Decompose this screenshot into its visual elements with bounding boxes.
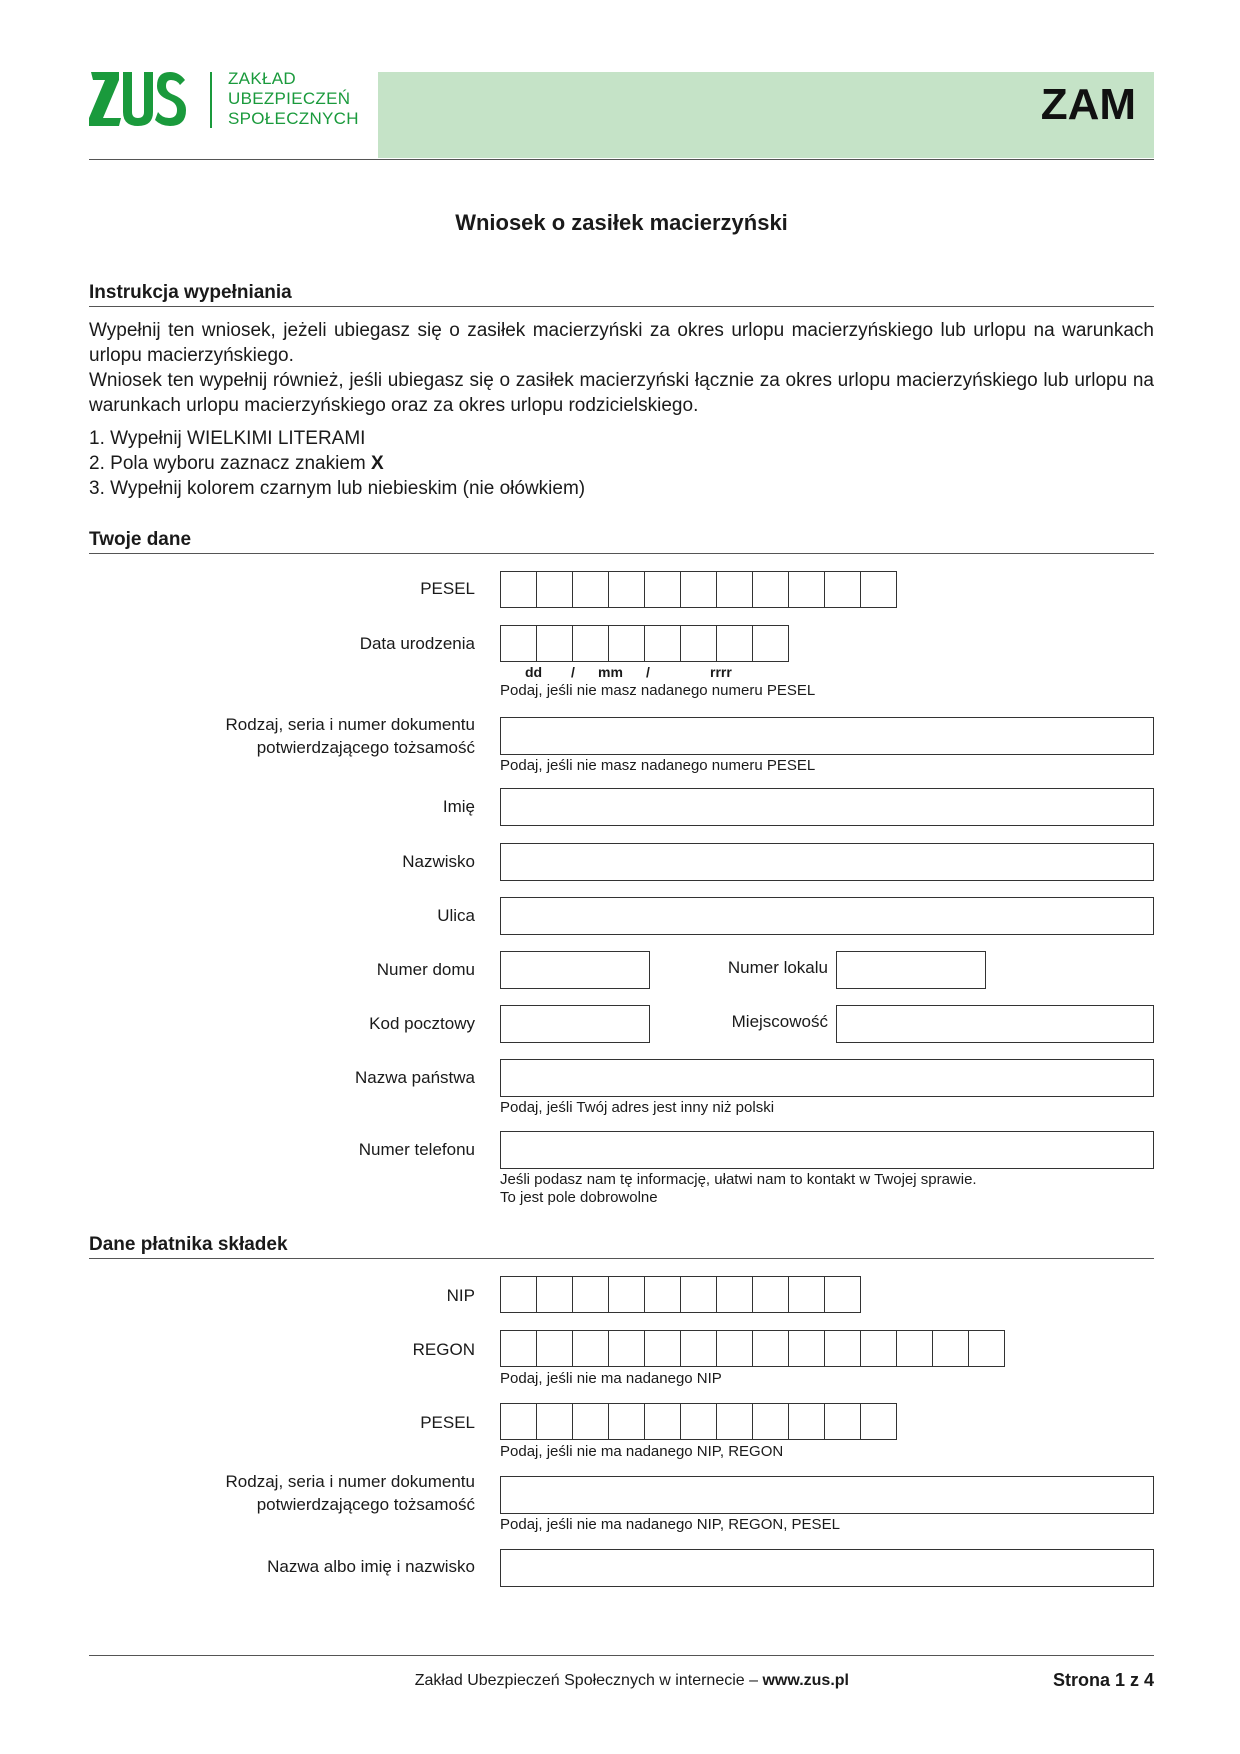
digit-cell[interactable]	[716, 1330, 753, 1367]
country-input[interactable]	[500, 1059, 1154, 1097]
digit-cell[interactable]	[572, 625, 609, 662]
digit-cell[interactable]	[824, 1403, 861, 1440]
pesel-input[interactable]	[500, 571, 897, 608]
digit-cell[interactable]	[788, 1330, 825, 1367]
page-number: Strona 1 z 4	[1052, 1670, 1154, 1690]
digit-cell[interactable]	[572, 571, 609, 608]
digit-cell[interactable]	[572, 1330, 609, 1367]
field-hint: Podaj, jeśli Twój adres jest inny niż polski	[500, 1099, 775, 1116]
digit-cell[interactable]	[500, 1276, 537, 1313]
institution-name-line: ZAKŁAD	[228, 69, 296, 88]
digit-cell[interactable]	[644, 571, 681, 608]
digit-cell[interactable]	[788, 1403, 825, 1440]
payer-name-input[interactable]	[500, 1549, 1154, 1587]
section-divider	[89, 1258, 1154, 1259]
street-input[interactable]	[500, 897, 1154, 935]
birth-date-label: Data urodzenia	[359, 634, 475, 653]
digit-cell[interactable]	[752, 571, 789, 608]
payer-data-heading: Dane płatnika składek	[89, 1234, 288, 1255]
zus-logo	[89, 68, 189, 130]
digit-cell[interactable]	[788, 571, 825, 608]
list-item: 2. Pola wyboru zaznacz znakiem X	[89, 453, 384, 474]
personal-data-heading: Twoje dane	[89, 529, 192, 550]
digit-cell[interactable]	[500, 625, 537, 662]
instructions-text	[89, 318, 1154, 418]
digit-cell[interactable]	[680, 1276, 717, 1313]
digit-cell[interactable]	[680, 625, 717, 662]
digit-cell[interactable]	[644, 625, 681, 662]
city-input[interactable]	[836, 1005, 1154, 1043]
digit-cell[interactable]	[860, 571, 897, 608]
digit-cell[interactable]	[752, 625, 789, 662]
payer-id-document-label: Rodzaj, seria i numer dokumentu potwierdzającego tożsamość	[225, 1472, 475, 1514]
digit-cell[interactable]	[752, 1330, 789, 1367]
header-divider	[89, 159, 1154, 160]
digit-cell[interactable]	[824, 1276, 861, 1313]
digit-cell[interactable]	[716, 571, 753, 608]
digit-cell[interactable]	[536, 1403, 573, 1440]
digit-cell[interactable]	[860, 1403, 897, 1440]
digit-cell[interactable]	[788, 1276, 825, 1313]
field-hint: Podaj, jeśli nie ma nadanego NIP, REGON, PESEL	[500, 1516, 840, 1533]
date-format-yyyy: rrrr	[710, 664, 732, 680]
flat-number-label: Numer lokalu	[727, 958, 828, 977]
digit-cell[interactable]	[932, 1330, 969, 1367]
digit-cell[interactable]	[644, 1276, 681, 1313]
payer-id-document-input[interactable]	[500, 1476, 1154, 1514]
digit-cell[interactable]	[608, 571, 645, 608]
field-hint: Podaj, jeśli nie ma nadanego NIP, REGON	[500, 1443, 784, 1460]
nip-input[interactable]	[500, 1276, 861, 1313]
form-code-band	[378, 72, 1154, 158]
payer-name-label: Nazwa albo imię i nazwisko	[267, 1557, 475, 1576]
field-hint: Podaj, jeśli nie ma nadanego NIP	[500, 1370, 722, 1387]
digit-cell[interactable]	[824, 1330, 861, 1367]
digit-cell[interactable]	[716, 1403, 753, 1440]
section-divider	[89, 553, 1154, 554]
digit-cell[interactable]	[752, 1276, 789, 1313]
footer-link[interactable]: www.zus.pl	[762, 1672, 849, 1689]
instructions-paragraph: Wniosek ten wypełnij również, jeśli ubiegasz się o zasiłek macierzyński łącznie za okres urlopu macierzyńskiego lub urlopu na warunkach urlopu macierzyńskiego oraz za okres urlopu rodzicielskiego.	[89, 370, 1154, 416]
footer-divider	[89, 1655, 1154, 1656]
instructions-heading: Instrukcja wypełniania	[89, 282, 292, 303]
city-label: Miejscowość	[731, 1012, 828, 1031]
regon-input[interactable]	[500, 1330, 1005, 1367]
digit-cell[interactable]	[500, 1403, 537, 1440]
digit-cell[interactable]	[860, 1330, 897, 1367]
digit-cell[interactable]	[572, 1276, 609, 1313]
flat-number-input[interactable]	[836, 951, 986, 989]
digit-cell[interactable]	[608, 1403, 645, 1440]
institution-name	[228, 69, 359, 129]
digit-cell[interactable]	[608, 1330, 645, 1367]
house-number-input[interactable]	[500, 951, 650, 989]
payer-pesel-label: PESEL	[420, 1413, 475, 1432]
first-name-label: Imię	[442, 797, 475, 816]
id-document-input[interactable]	[500, 717, 1154, 755]
field-hint: Podaj, jeśli nie masz nadanego numeru PESEL	[500, 682, 816, 699]
phone-label: Numer telefonu	[358, 1140, 475, 1159]
house-number-label: Numer domu	[376, 960, 475, 979]
digit-cell[interactable]	[968, 1330, 1005, 1367]
digit-cell[interactable]	[608, 625, 645, 662]
list-item: 3. Wypełnij kolorem czarnym lub niebieskim (nie ołówkiem)	[89, 478, 586, 499]
payer-pesel-input[interactable]	[500, 1403, 897, 1440]
pesel-label: PESEL	[420, 579, 475, 598]
postal-code-input[interactable]	[500, 1005, 650, 1043]
digit-cell[interactable]	[536, 1330, 573, 1367]
digit-cell[interactable]	[500, 571, 537, 608]
field-hint: To jest pole dobrowolne	[500, 1189, 658, 1206]
digit-cell[interactable]	[644, 1403, 681, 1440]
document-title: Wniosek o zasiłek macierzyński	[455, 210, 788, 235]
list-item: 1. Wypełnij WIELKIMI LITERAMI	[89, 428, 366, 449]
logo-divider	[210, 72, 212, 128]
street-label: Ulica	[437, 906, 475, 925]
id-document-label: Rodzaj, seria i numer dokumentu potwierdzającego tożsamość	[225, 715, 475, 757]
last-name-label: Nazwisko	[402, 852, 475, 871]
form-code: ZAM	[1040, 80, 1136, 129]
section-divider	[89, 306, 1154, 307]
digit-cell[interactable]	[680, 571, 717, 608]
digit-cell[interactable]	[680, 1403, 717, 1440]
footer-text: Zakład Ubezpieczeń Społecznych w internecie – www.zus.pl	[414, 1672, 849, 1689]
digit-cell[interactable]	[716, 1276, 753, 1313]
regon-label: REGON	[412, 1340, 475, 1359]
digit-cell[interactable]	[680, 1330, 717, 1367]
digit-cell[interactable]	[608, 1276, 645, 1313]
instructions-list	[89, 426, 585, 501]
digit-cell[interactable]	[752, 1403, 789, 1440]
institution-name-line: SPOŁECZNYCH	[228, 109, 359, 128]
date-format-dd: dd	[525, 664, 543, 680]
date-format-separator: /	[571, 664, 575, 680]
digit-cell[interactable]	[572, 1403, 609, 1440]
digit-cell[interactable]	[536, 571, 573, 608]
digit-cell[interactable]	[536, 625, 573, 662]
instructions-paragraph: Wypełnij ten wniosek, jeżeli ubiegasz się o zasiłek macierzyński za okres urlopu macierzyńskiego lub urlopu na warunkach urlopu macierzyńskiego.	[89, 320, 1154, 366]
country-label: Nazwa państwa	[354, 1068, 475, 1087]
digit-cell[interactable]	[716, 625, 753, 662]
digit-cell[interactable]	[644, 1330, 681, 1367]
phone-input[interactable]	[500, 1131, 1154, 1169]
field-hint: Podaj, jeśli nie masz nadanego numeru PESEL	[500, 757, 816, 774]
postal-code-label: Kod pocztowy	[369, 1014, 475, 1033]
date-format-mm: mm	[598, 664, 623, 680]
digit-cell[interactable]	[536, 1276, 573, 1313]
digit-cell[interactable]	[824, 571, 861, 608]
digit-cell[interactable]	[500, 1330, 537, 1367]
institution-name-line: UBEZPIECZEŃ	[228, 89, 351, 108]
last-name-input[interactable]	[500, 843, 1154, 881]
digit-cell[interactable]	[896, 1330, 933, 1367]
field-hint: Jeśli podasz nam tę informację, ułatwi nam to kontakt w Twojej sprawie.	[500, 1171, 977, 1188]
nip-label: NIP	[446, 1286, 475, 1305]
date-format-separator: /	[646, 664, 650, 680]
first-name-input[interactable]	[500, 788, 1154, 826]
birth-date-input[interactable]	[500, 625, 789, 662]
